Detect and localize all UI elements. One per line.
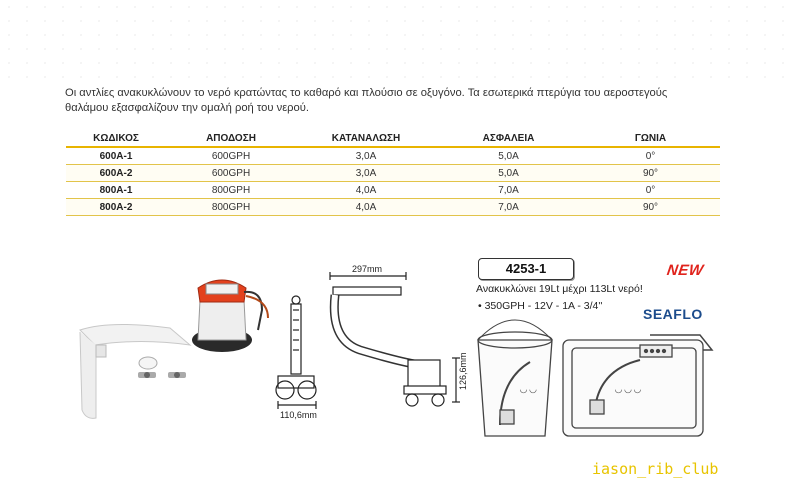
- cell-angle: 90°: [581, 199, 720, 216]
- intro-line-2: θαλάμου εξασφαλίζουν την ομαλή ροή του νερού.: [65, 102, 309, 114]
- cell-fuse: 7,0A: [436, 182, 581, 199]
- svg-text:◟◞ ◟◞: ◟◞ ◟◞: [520, 384, 537, 394]
- cell-fuse: 5,0A: [436, 147, 581, 165]
- brand-logo: SEAFLO: [643, 306, 703, 322]
- pump-kit-photo: [80, 280, 268, 418]
- cell-output: 800GPH: [166, 182, 296, 199]
- cell-code: 800A-1: [66, 182, 166, 199]
- header-code: ΚΩΔΙΚΟΣ: [66, 130, 166, 147]
- cell-fuse: 7,0A: [436, 199, 581, 216]
- cell-fuse: 5,0A: [436, 165, 581, 182]
- cooler-diagram: [563, 335, 712, 436]
- dimension-height: 126,6mm: [458, 352, 468, 390]
- cell-code: 600A-1: [66, 147, 166, 165]
- new-label: NEW: [665, 262, 705, 279]
- watermark: iason_rib_club: [592, 460, 719, 478]
- cell-angle: 0°: [581, 147, 720, 165]
- cell-output: 600GPH: [166, 147, 296, 165]
- cell-output: 600GPH: [166, 165, 296, 182]
- cell-angle: 90°: [581, 165, 720, 182]
- cell-code: 800A-2: [66, 199, 166, 216]
- dimension-width: 297mm: [352, 264, 383, 274]
- cell-angle: 0°: [581, 182, 720, 199]
- svg-text:◟◞ ◟◞ ◟◞: ◟◞ ◟◞ ◟◞: [615, 384, 641, 394]
- cell-consumption: 4,0A: [296, 182, 436, 199]
- pump-technical-drawing: [276, 296, 316, 409]
- product-code-badge: 4253-1: [478, 258, 574, 280]
- cell-consumption: 3,0A: [296, 147, 436, 165]
- dimension-base: 110,6mm: [280, 410, 317, 420]
- cell-consumption: 4,0A: [296, 199, 436, 216]
- recirculation-text: Ανακυκλώνει 19Lt μέχρι 113Lt νερό!: [476, 283, 643, 295]
- hose-technical-drawing: [330, 272, 460, 406]
- header-output: ΑΠΟΔΟΣΗ: [166, 130, 296, 147]
- header-fuse: ΑΣΦΑΛΕΙΑ: [436, 130, 581, 147]
- cell-consumption: 3,0A: [296, 165, 436, 182]
- cell-output: 800GPH: [166, 199, 296, 216]
- header-angle: ΓΩΝΙΑ: [581, 130, 720, 147]
- header-consumption: ΚΑΤΑΝΑΛΩΣΗ: [296, 130, 436, 147]
- intro-line-1: Οι αντλίες ανακυκλώνουν το νερό κρατώντας το καθαρό και πλούσιο σε οξυγόνο. Τα εσωτερικά πτερύγια του αεροστεγούς: [65, 87, 668, 99]
- product-spec-line: • 350GPH - 12V - 1A - 3/4'': [478, 300, 603, 312]
- bucket-diagram: [478, 320, 552, 436]
- cell-code: 600A-2: [66, 165, 166, 182]
